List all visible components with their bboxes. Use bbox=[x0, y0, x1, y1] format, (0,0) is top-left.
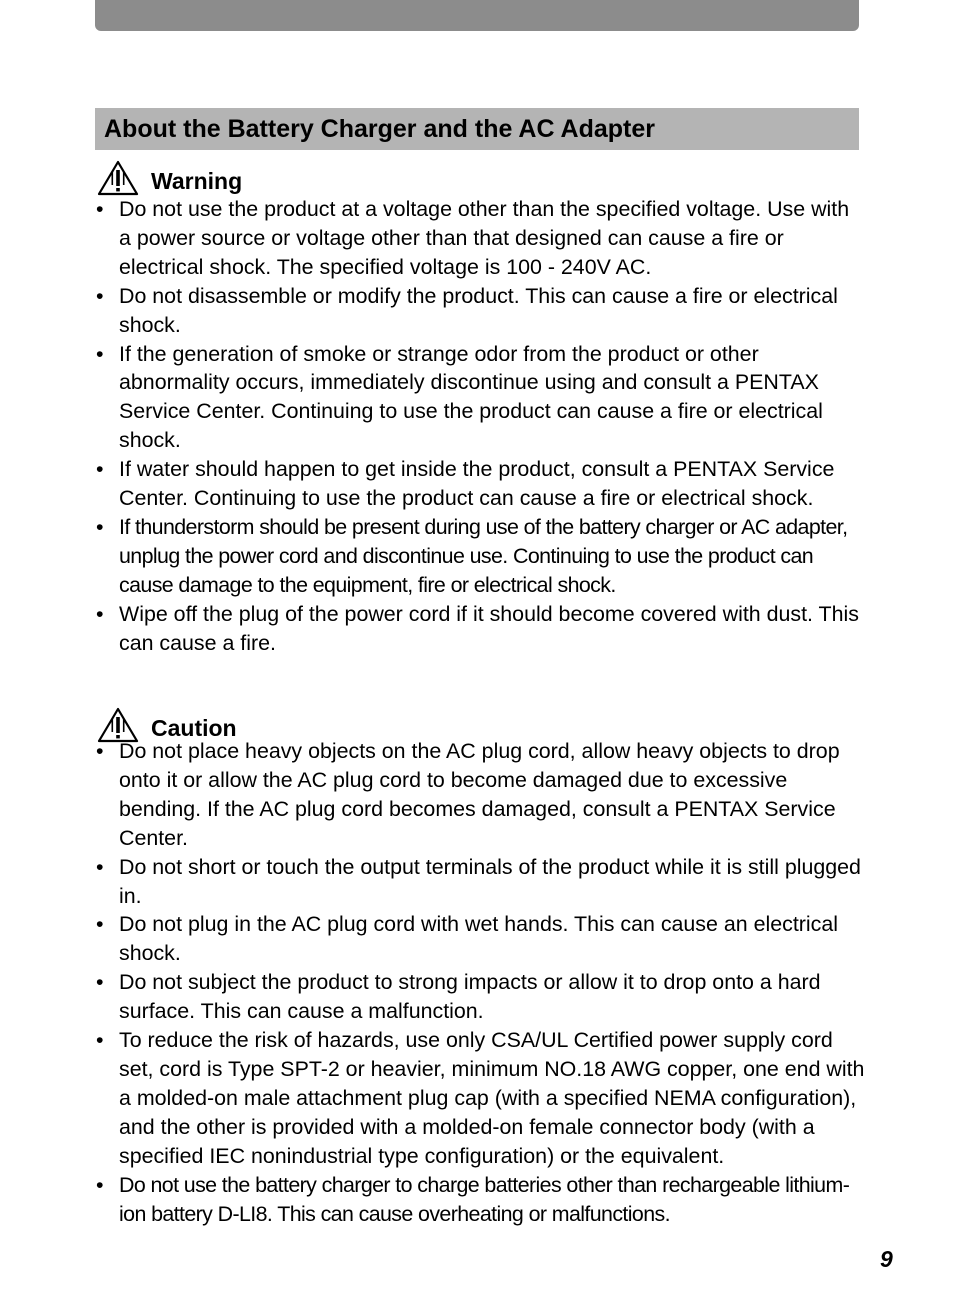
warning-block bbox=[95, 160, 865, 658]
list-item: • Do not disassemble or modify the product. This can cause a fire or electrical shock. bbox=[95, 282, 865, 340]
warning-header bbox=[95, 160, 865, 196]
list-item: • Do not use the battery charger to charge batteries other than rechargeable lithium-ion battery D-LI8. This can cause overheating or malfunctions. bbox=[95, 1171, 865, 1229]
list-item: • If the generation of smoke or strange odor from the product or other abnormality occurs, immediately discontinue using and consult a PENTAX Service Center. Continuing to use the product can cause a fire or electrical shock. bbox=[95, 340, 865, 456]
page-header-bar bbox=[95, 0, 859, 31]
section-heading: About the Battery Charger and the AC Adapter bbox=[95, 108, 859, 150]
caution-block bbox=[95, 707, 865, 1228]
list-item: • Do not plug in the AC plug cord with wet hands. This can cause an electrical shock. bbox=[95, 910, 865, 968]
warning-title: Warning bbox=[151, 168, 243, 194]
caution-title: Caution bbox=[151, 715, 237, 741]
list-item: • If water should happen to get inside the product, consult a PENTAX Service Center. Continuing to use the product can cause a fire or electrical shock. bbox=[95, 455, 865, 513]
warning-list bbox=[95, 195, 865, 658]
list-item: • Do not use the product at a voltage other than the specified voltage. Use with a power source or voltage other than that designed can cause a fire or electrical shock. The specified voltage is 100 - 240V AC. bbox=[95, 195, 865, 282]
list-item: • If thunderstorm should be present during use of the battery charger or AC adapter, unplug the power cord and discontinue use. Continuing to use the product can cause damage to the equipment, fire or electrical shock. bbox=[95, 513, 865, 600]
list-item: • Do not short or touch the output terminals of the product while it is still plugged in. bbox=[95, 853, 865, 911]
list-item: • To reduce the risk of hazards, use only CSA/UL Certified power supply cord set, cord is Type SPT-2 or heavier, minimum NO.18 AWG copper, one end with a molded-on male attachment plug cap (with a specified NEMA configuration), and the other is provided with a molded-on female connector body (with a specified IEC nonindustrial type configuration) or the equivalent. bbox=[95, 1026, 865, 1171]
caution-list bbox=[95, 737, 865, 1228]
page-number: 9 bbox=[880, 1246, 893, 1272]
warning-triangle-icon bbox=[97, 160, 139, 196]
list-item: • Do not subject the product to strong impacts or allow it to drop onto a hard surface. This can cause a malfunction. bbox=[95, 968, 865, 1026]
list-item: • Do not place heavy objects on the AC plug cord, allow heavy objects to drop onto it or allow the AC plug cord to become damaged due to excessive bending. If the AC plug cord becomes damaged, consult a PENTAX Service Center. bbox=[95, 737, 865, 853]
list-item: • Wipe off the plug of the power cord if it should become covered with dust. This can cause a fire. bbox=[95, 600, 865, 658]
